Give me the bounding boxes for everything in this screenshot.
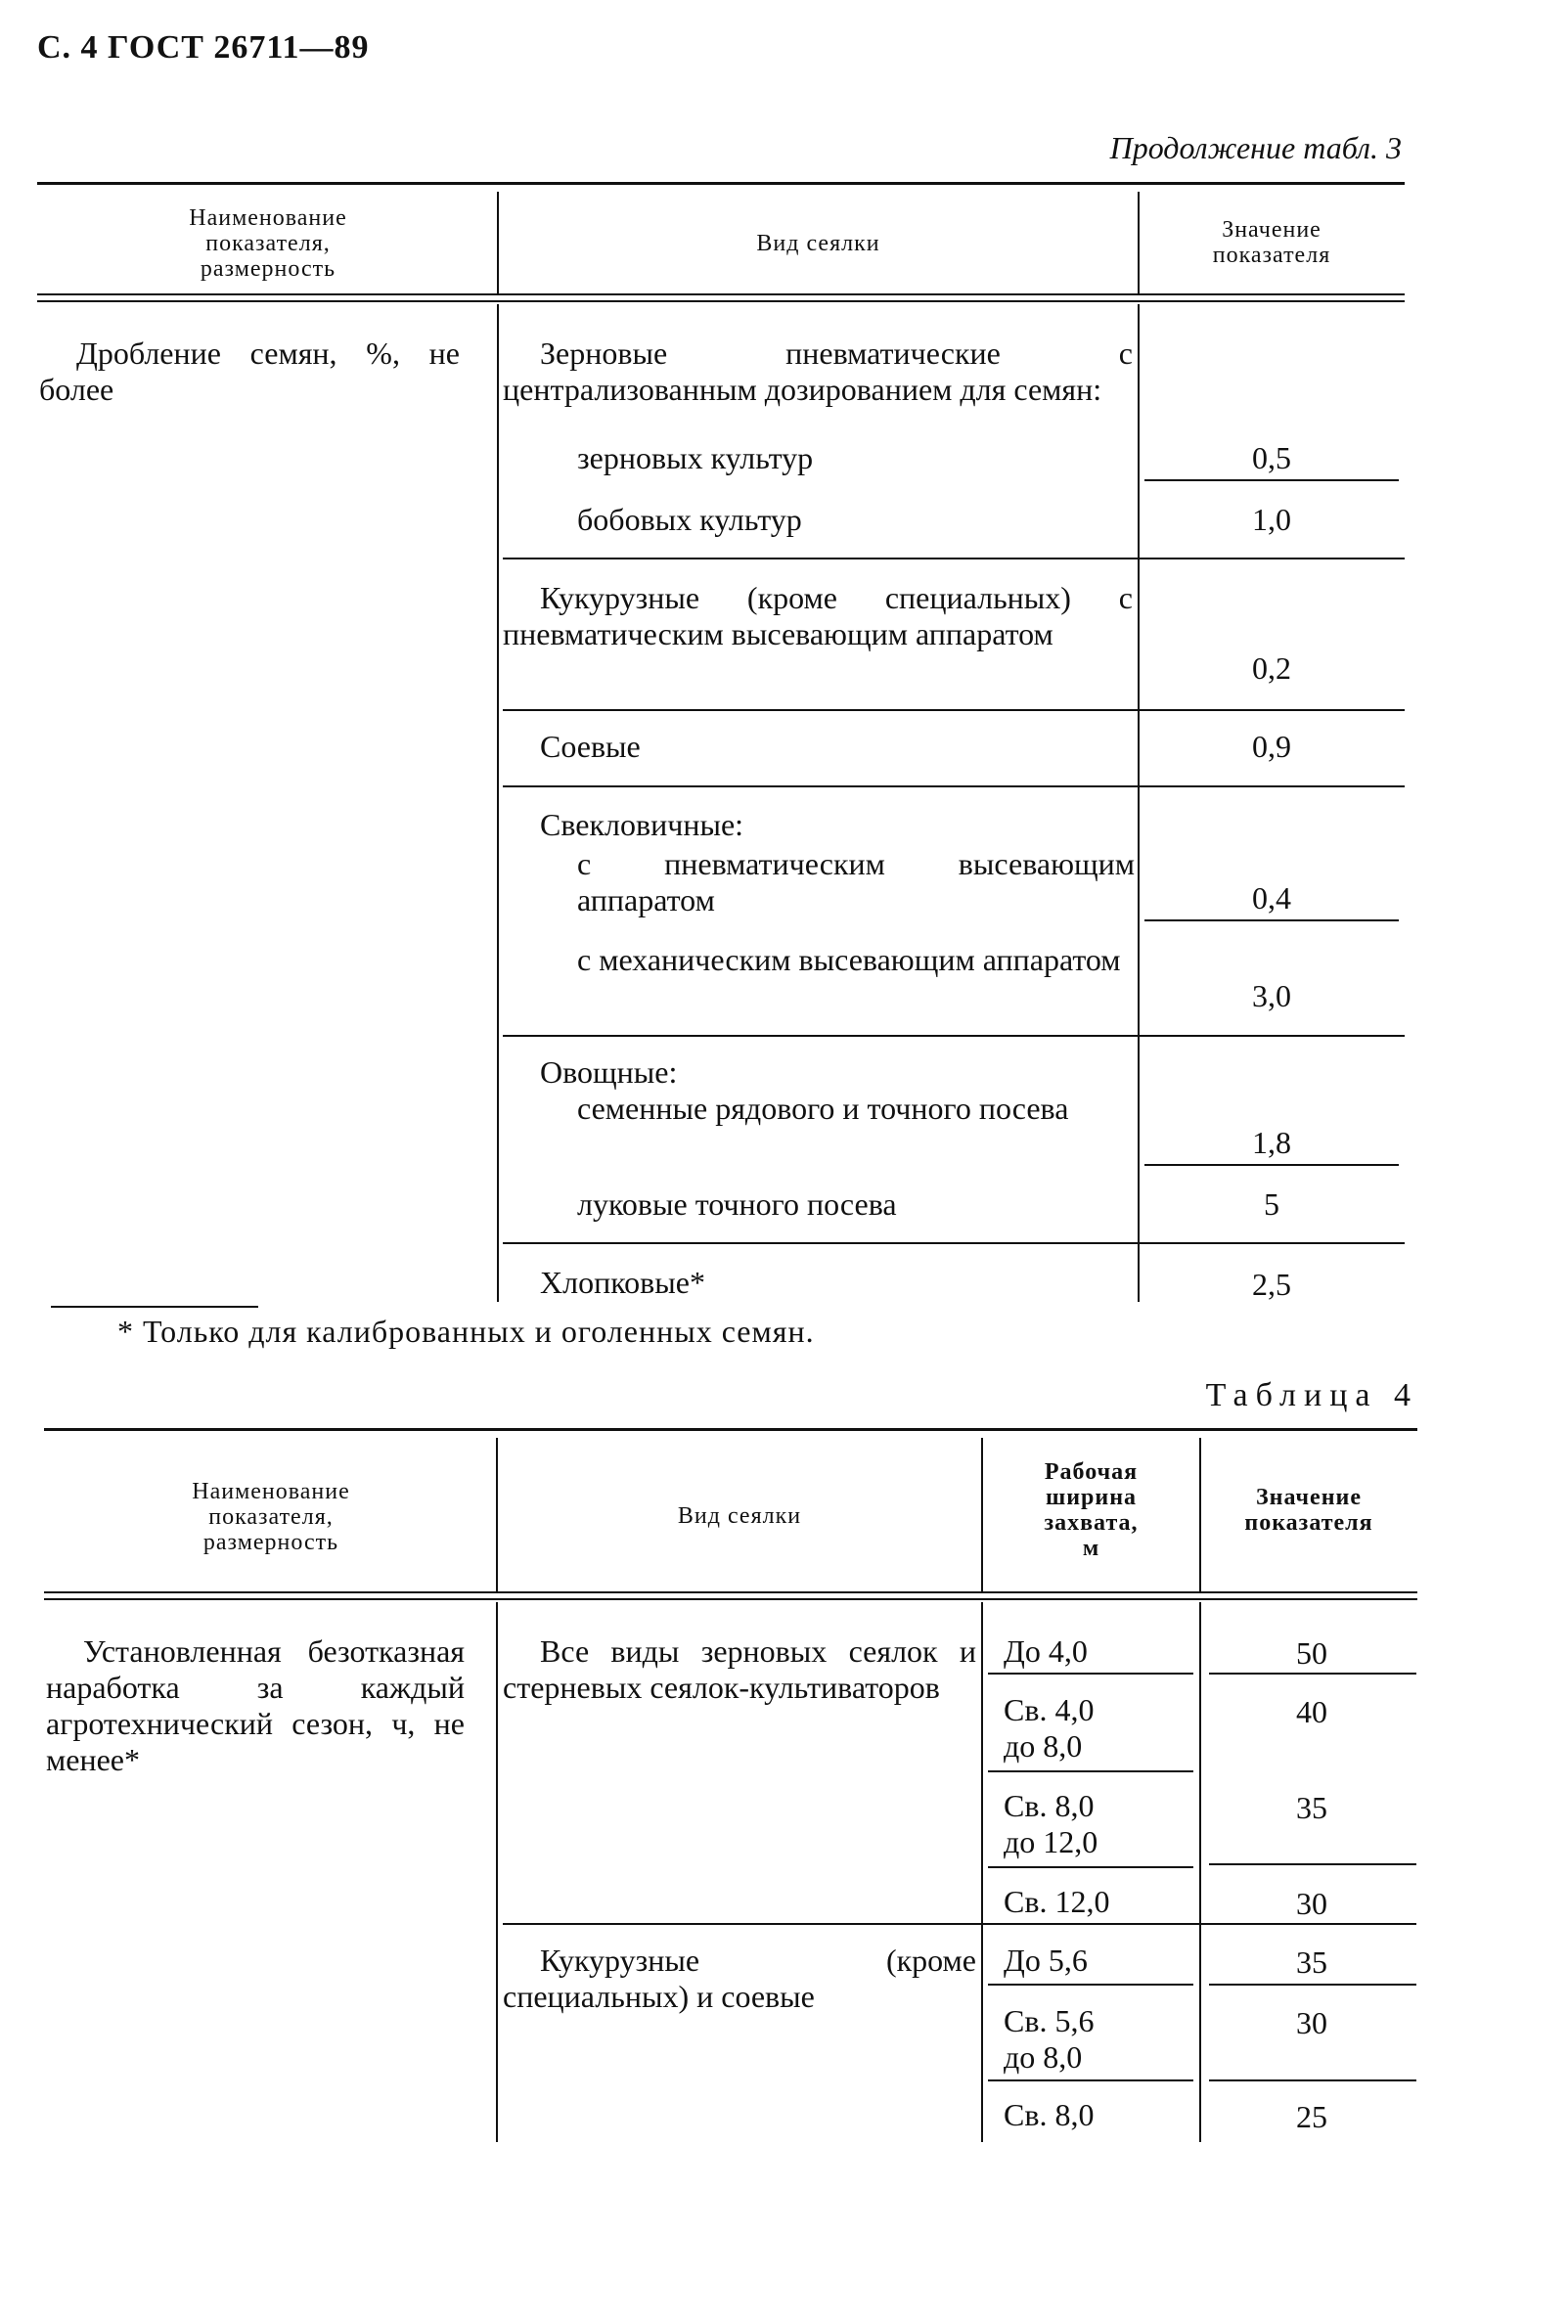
table-4-header-rule <box>44 1591 1417 1593</box>
table-3-value: 5 <box>1264 1186 1279 1222</box>
table-4-value-rule <box>1209 2079 1416 2081</box>
table-4-width-rule <box>988 1770 1193 1772</box>
table-4-header-width: Рабочая ширина захвата, м <box>1044 1459 1139 1561</box>
table-4-row-rule <box>503 1923 1416 1925</box>
table-3-sub-beet-mechanical: с механическим высевающим аппаратом <box>577 942 1121 977</box>
table-3-sub-vegetable-seed: семенные рядового и точного посева <box>577 1091 1069 1126</box>
table-4-width: Св. 5,6 до 8,0 <box>1004 2003 1095 2075</box>
table-3-value: 0,4 <box>1252 880 1291 916</box>
table-3-value: 1,0 <box>1252 502 1291 537</box>
table-3-type-cotton: Хлопковые* <box>540 1265 705 1300</box>
table-4-indicator: Установленная безотказная наработка за каждый агротехнический сезон, ч, не менее* <box>46 1633 465 1777</box>
table-4-value-rule <box>1209 1984 1416 1986</box>
table-4-type-corn-soy: Кукурузные (кроме специальных) и соевые <box>503 1943 976 2014</box>
table-3-value: 0,5 <box>1252 440 1291 475</box>
footnote: * Только для калиброванных и оголенных семян. <box>117 1314 815 1349</box>
table-3-value: 0,9 <box>1252 729 1291 764</box>
table-3-header-rule <box>37 300 1405 302</box>
table-4-width: До 5,6 <box>1004 1943 1088 1978</box>
table-3-column-divider <box>1138 304 1140 1302</box>
table-4-width-rule <box>988 1984 1193 1986</box>
table-4-width: До 4,0 <box>1004 1633 1088 1669</box>
table-4-width: Св. 4,0 до 8,0 <box>1004 1692 1095 1764</box>
table-4-type-grain: Все виды зерновых сеялок и стерневых сеялок-культиваторов <box>503 1633 976 1705</box>
table-4-top-rule <box>44 1428 1417 1431</box>
footnote-rule <box>51 1306 258 1308</box>
table-3-type-soy: Соевые <box>540 729 641 764</box>
table-4-value: 50 <box>1296 1635 1327 1671</box>
table-4-width-rule <box>988 2079 1193 2081</box>
table-4-value: 25 <box>1296 2099 1327 2134</box>
table-4-width: Св. 12,0 <box>1004 1884 1110 1919</box>
table-3-sub-beet-pneumatic: с пневматическим высевающим аппаратом <box>577 846 1135 917</box>
table-4-value-rule <box>1209 1673 1416 1675</box>
table-3-sub-onion: луковые точного посева <box>577 1186 897 1222</box>
table-3-sub-grain-crops: зерновых культур <box>577 440 814 475</box>
table-4-width-rule <box>988 1866 1193 1868</box>
table-3-value-rule <box>1144 919 1399 921</box>
table-4-header-rule <box>44 1598 1417 1600</box>
table-3-value: 0,2 <box>1252 650 1291 686</box>
table-3-value: 1,8 <box>1252 1125 1291 1160</box>
table-4-title: Таблица 4 <box>1205 1377 1418 1413</box>
table-4-header-value: Значение показателя <box>1244 1485 1373 1536</box>
table-3-value-rule <box>1144 1164 1399 1166</box>
table-4-value: 35 <box>1296 1944 1327 1980</box>
table-4-value-rule <box>1209 1863 1416 1865</box>
table-3-row-rule <box>503 1242 1405 1244</box>
table-3-header-name: Наименование показателя, размерность <box>189 205 347 282</box>
table-3-indicator: Дробление семян, %, не более <box>39 335 460 407</box>
table-3-column-divider <box>497 304 499 1302</box>
table-4-value: 40 <box>1296 1694 1327 1729</box>
table-3-type-grain: Зерновые пневматические с централизованным дозированием для семян: <box>503 335 1133 407</box>
table-3-value-rule <box>1144 479 1399 481</box>
table-3-header-rule <box>37 293 1405 295</box>
table-continuation-label: Продолжение табл. 3 <box>1109 130 1402 165</box>
table-4-header-type: Вид сеялки <box>677 1503 802 1529</box>
table-4-header-name: Наименование показателя, размерность <box>192 1479 350 1555</box>
table-4-value: 30 <box>1296 2005 1327 2040</box>
table-3-row-rule <box>503 785 1405 787</box>
table-3-type-vegetables: Овощные: <box>540 1054 678 1090</box>
table-3-type-beet: Свекловичные: <box>540 807 744 842</box>
table-3-top-rule <box>37 182 1405 185</box>
table-3-row-rule <box>503 1035 1405 1037</box>
table-3-type-corn: Кукурузные (кроме специальных) с пневматическим высевающим аппаратом <box>503 580 1133 651</box>
table-3-row-rule <box>503 709 1405 711</box>
table-3-header-type: Вид сеялки <box>756 231 880 256</box>
page-header: С. 4 ГОСТ 26711—89 <box>37 29 370 66</box>
table-4-value: 30 <box>1296 1886 1327 1921</box>
table-3-header-value: Значение показателя <box>1212 217 1331 268</box>
table-3-value: 2,5 <box>1252 1267 1291 1302</box>
table-4-column-divider <box>1199 1602 1201 2142</box>
table-4-value: 35 <box>1296 1790 1327 1825</box>
table-4-width: Св. 8,0 <box>1004 2097 1095 2132</box>
table-4-width: Св. 8,0 до 12,0 <box>1004 1788 1098 1859</box>
table-4-column-divider <box>981 1602 983 2142</box>
table-4-column-divider <box>496 1602 498 2142</box>
table-3-row-rule <box>503 558 1405 559</box>
table-3-sub-legumes: бобовых культур <box>577 502 802 537</box>
table-3-value: 3,0 <box>1252 978 1291 1013</box>
table-4-width-rule <box>988 1673 1193 1675</box>
